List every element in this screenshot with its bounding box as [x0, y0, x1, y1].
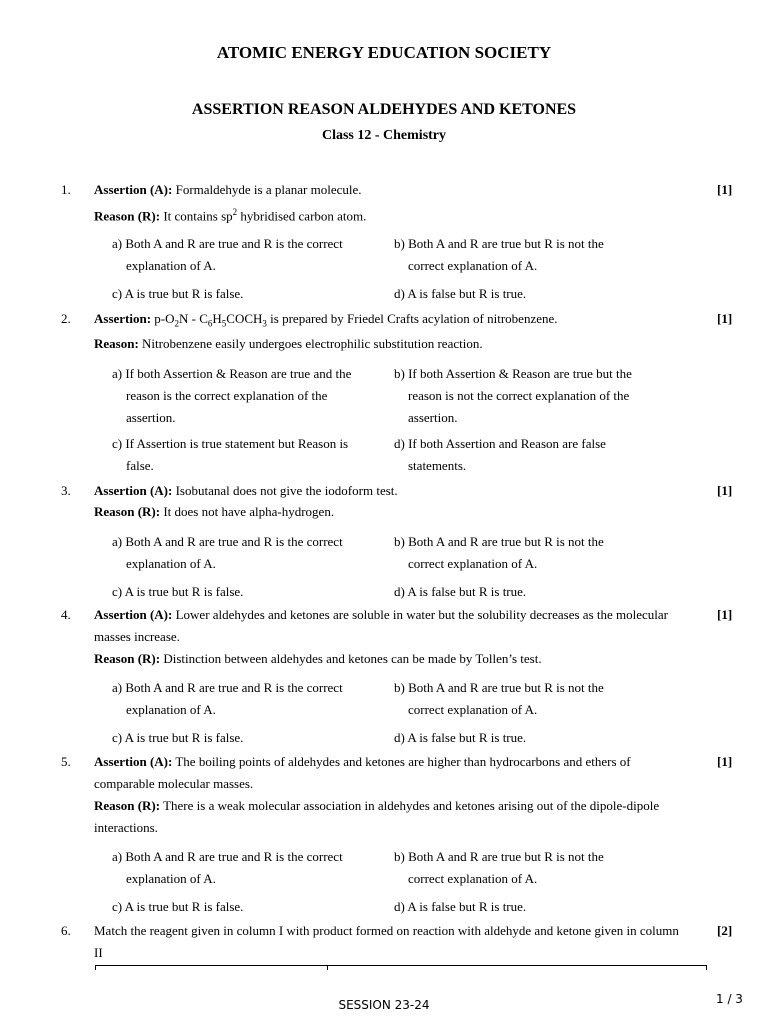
option-d[interactable]: d) A is false but R is true.: [394, 584, 527, 599]
option-b-line-1: b) Both A and R are true but R is not the: [394, 680, 604, 695]
option-d[interactable]: d) A is false but R is true.: [394, 730, 527, 745]
option-b[interactable]: [394, 366, 632, 426]
subscript: 5: [221, 318, 227, 329]
assertion-text: Lower aldehydes and ketones are soluble in water but the solubility decreases as the molecular: [172, 607, 668, 622]
marks-label: [1]: [717, 182, 733, 197]
subscript: 2: [174, 318, 180, 329]
marks-label: [1]: [717, 311, 733, 326]
assertion-text: Isobutanal does not give the iodoform test.: [172, 483, 398, 498]
option-a[interactable]: [112, 236, 343, 274]
reason-label: Reason (R):: [94, 504, 161, 519]
assertion-text: COCH: [226, 311, 263, 326]
assertion-label: Assertion (A):: [94, 607, 173, 622]
reason-line-2: interactions.: [94, 820, 158, 835]
worksheet-title: ASSERTION REASON ALDEHYDES AND KETONES: [191, 101, 577, 118]
assertion-line-2: comparable molecular masses.: [94, 776, 254, 791]
marks-label: [1]: [717, 483, 733, 498]
option-c[interactable]: c) A is true but R is false.: [112, 584, 244, 599]
reason-line: [94, 651, 542, 667]
assertion-text: H: [212, 311, 222, 326]
option-b-line-1: b) Both A and R are true but R is not the: [394, 236, 604, 251]
marks-label: [1]: [717, 607, 733, 622]
option-a-line-1: a) Both A and R are true and R is the correct: [112, 534, 343, 549]
reason-text: It does not have alpha-hydrogen.: [160, 504, 335, 519]
question-number: 3.: [61, 483, 71, 498]
option-d-line-2: statements.: [408, 458, 467, 473]
assertion-text: Formaldehyde is a planar molecule.: [172, 182, 362, 197]
question-number: 5.: [61, 754, 71, 769]
question-text: Match the reagent given in column I with product formed on reaction with aldehyde and ketone given in column: [94, 923, 679, 938]
reason-line: [94, 504, 334, 520]
marks-label: [2]: [717, 923, 733, 938]
assertion-line: [94, 311, 558, 329]
option-a-line-2: explanation of A.: [126, 556, 216, 571]
reason-text: There is a weak molecular association in aldehydes and ketones arising out of the dipole-dipole: [160, 798, 660, 813]
option-b-line-1: b) If both Assertion & Reason are true but the: [394, 366, 632, 381]
option-a-line-1: a) Both A and R are true and R is the correct: [112, 849, 343, 864]
option-c-line-2: false.: [126, 458, 154, 473]
option-d[interactable]: d) A is false but R is true.: [394, 286, 527, 301]
option-a-line-2: reason is the correct explanation of the: [126, 388, 328, 403]
reason-text: It contains sp: [160, 208, 233, 224]
reason-text: hybridised carbon atom.: [237, 208, 367, 224]
option-c[interactable]: c) A is true but R is false.: [112, 899, 244, 914]
reason-line: [94, 207, 366, 224]
assertion-text: N - C: [179, 311, 208, 326]
question-number: 2.: [61, 311, 71, 326]
session-footer: SESSION 23-24: [338, 998, 430, 1012]
assertion-line: [94, 754, 631, 770]
subscript: 3: [262, 318, 267, 329]
assertion-line: [94, 182, 362, 198]
option-c[interactable]: c) A is true but R is false.: [112, 286, 244, 301]
assertion-line: [94, 483, 398, 499]
option-d[interactable]: [394, 436, 606, 474]
assertion-label: Assertion (A):: [94, 483, 173, 498]
option-b-line-2: correct explanation of A.: [408, 871, 538, 886]
marks-label: [1]: [717, 754, 733, 769]
reason-text: Nitrobenzene easily undergoes electrophilic substitution reaction.: [138, 336, 483, 351]
option-b[interactable]: [394, 534, 604, 572]
match-table-top-border: [95, 965, 707, 966]
option-a-line-1: a) Both A and R are true and R is the correct: [112, 236, 343, 251]
superscript: 2: [232, 207, 238, 217]
assertion-text: is prepared by Friedel Crafts acylation of nitrobenzene.: [266, 311, 558, 326]
option-b-line-1: b) Both A and R are true but R is not the: [394, 849, 604, 864]
reason-label: Reason (R):: [94, 798, 161, 813]
option-b[interactable]: [394, 236, 604, 274]
assertion-label: Assertion (A):: [94, 754, 173, 769]
match-table-right-border: [706, 965, 707, 970]
option-b-line-3: assertion.: [408, 410, 458, 425]
question-number: 1.: [61, 182, 71, 197]
option-a[interactable]: [112, 849, 343, 887]
question-number: 4.: [61, 607, 71, 622]
option-d[interactable]: d) A is false but R is true.: [394, 899, 527, 914]
option-a[interactable]: [112, 680, 343, 718]
question-text-line-2: II: [94, 945, 103, 960]
worksheet-subtitle: Class 12 - Chemistry: [321, 128, 447, 143]
option-b[interactable]: [394, 680, 604, 718]
assertion-label: Assertion (A):: [94, 182, 173, 197]
assertion-line-2: masses increase.: [94, 629, 180, 644]
match-table-left-border: [95, 965, 96, 970]
option-b[interactable]: [394, 849, 604, 887]
option-a[interactable]: [112, 366, 351, 426]
option-b-line-2: correct explanation of A.: [408, 702, 538, 717]
option-b-line-1: b) Both A and R are true but R is not the: [394, 534, 604, 549]
reason-line: [94, 336, 483, 352]
reason-label: Reason:: [94, 336, 139, 351]
option-b-line-2: reason is not the correct explanation of the: [408, 388, 630, 403]
option-c[interactable]: [112, 436, 348, 474]
assertion-text: The boiling points of aldehydes and ketones are higher than hydrocarbons and ethers of: [172, 754, 631, 769]
reason-text: Distinction between aldehydes and ketones can be made by Tollen’s test.: [160, 651, 542, 666]
option-b-line-2: correct explanation of A.: [408, 556, 538, 571]
assertion-text: p-O: [151, 311, 175, 326]
match-table-column-divider: [327, 965, 328, 970]
assertion-label: Assertion:: [94, 311, 152, 326]
option-a-line-2: explanation of A.: [126, 871, 216, 886]
society-name: ATOMIC ENERGY EDUCATION SOCIETY: [216, 43, 552, 62]
option-a-line-2: explanation of A.: [126, 258, 216, 273]
option-a-line-3: assertion.: [126, 410, 176, 425]
option-c-line-1: c) If Assertion is true statement but Reason is: [112, 436, 349, 451]
reason-label: Reason (R):: [94, 208, 161, 224]
reason-line: [94, 798, 659, 814]
option-d-line-1: d) If both Assertion and Reason are false: [394, 436, 606, 451]
question-number: 6.: [61, 923, 71, 938]
option-c[interactable]: c) A is true but R is false.: [112, 730, 244, 745]
page-number: 1 / 3: [716, 992, 743, 1006]
option-a-line-2: explanation of A.: [126, 702, 216, 717]
option-b-line-2: correct explanation of A.: [408, 258, 538, 273]
subscript: 6: [207, 318, 213, 329]
option-a-line-1: a) Both A and R are true and R is the correct: [112, 680, 343, 695]
option-a[interactable]: [112, 534, 343, 572]
reason-label: Reason (R):: [94, 651, 161, 666]
assertion-line: [94, 607, 668, 623]
option-a-line-1: a) If both Assertion & Reason are true and the: [112, 366, 352, 381]
